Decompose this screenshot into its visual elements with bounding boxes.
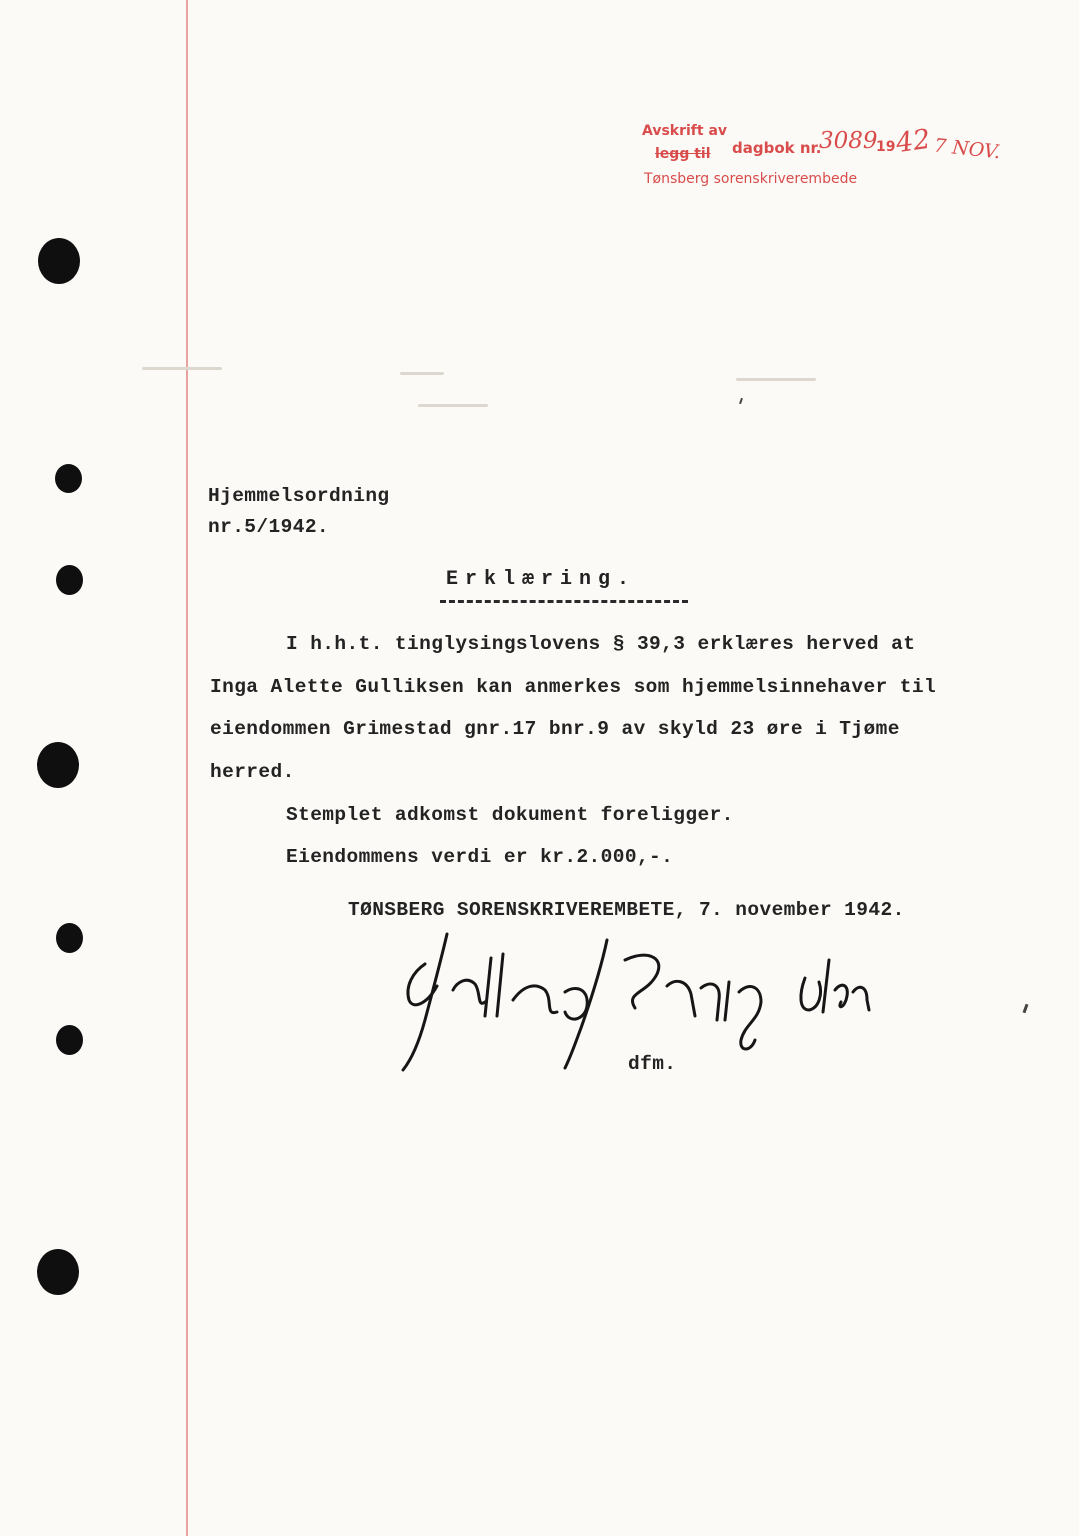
show-through-mark [736, 378, 816, 381]
paper-speck [1023, 1004, 1029, 1013]
note-property-value: Eiendommens verdi er kr.2.000,-. [286, 846, 674, 868]
note-stamped-deed: Stemplet adkomst dokument foreligger. [286, 804, 734, 826]
reference-line-2: nr.5/1942. [208, 516, 330, 538]
stamp-year-handwritten: 42 [894, 123, 933, 160]
reference-line-1: Hjemmelsordning [208, 485, 390, 507]
body-line-2: Inga Alette Gulliksen kan anmerkes som hjemmelsinnehaver til [210, 676, 937, 698]
title-underline [440, 600, 688, 603]
body-line-1: I h.h.t. tinglysingslovens § 39,3 erklæres herved at [286, 633, 916, 655]
red-margin-line [186, 0, 188, 1536]
paper-speck [739, 398, 743, 404]
stamp-dagbok-label: dagbok nr. [732, 139, 822, 157]
stamp-line-2: legg til [655, 146, 711, 162]
stamp-year-prefix: 19 [876, 139, 896, 155]
signatory-title: dfm. [628, 1053, 677, 1075]
stamp-line-1: Avskrift av [642, 123, 728, 139]
show-through-mark [142, 367, 222, 370]
binder-hole [38, 238, 80, 284]
binder-hole [55, 464, 82, 493]
place-and-date: TØNSBERG SORENSKRIVEREMBETE, 7. november 1942. [348, 899, 905, 921]
binder-hole [56, 565, 83, 595]
stamp-date-handwritten: 7 NOV. [933, 134, 1002, 164]
show-through-mark [400, 372, 444, 375]
binder-hole [56, 923, 83, 953]
stamp-office: Tønsberg sorenskriverembede [644, 171, 858, 187]
binder-hole [37, 742, 79, 788]
stamp-dagbok-number: 3089 [819, 128, 878, 154]
binder-hole [37, 1249, 79, 1295]
document-title: Erklæring. [446, 568, 637, 591]
show-through-mark [418, 404, 488, 407]
body-line-4: herred. [210, 761, 295, 783]
body-line-3: eiendommen Grimestad gnr.17 bnr.9 av skyld 23 øre i Tjøme [210, 718, 900, 740]
binder-hole [56, 1025, 83, 1055]
